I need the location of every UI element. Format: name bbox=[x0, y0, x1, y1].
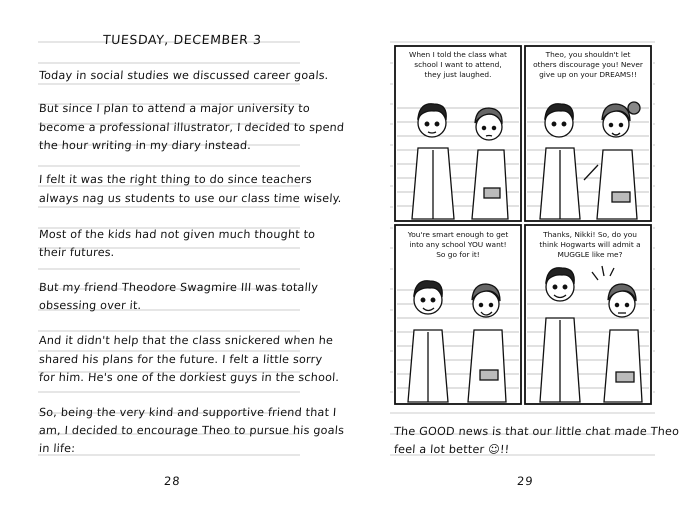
speech-bubble-3 bbox=[400, 230, 516, 260]
diary-line: The GOOD news is that our little chat made Theo bbox=[393, 425, 680, 438]
diary-line: So, being the very kind and supportive friend that I bbox=[38, 406, 337, 419]
speech-bubble-1 bbox=[403, 50, 513, 80]
speech-line: So go for it! bbox=[436, 250, 480, 259]
diary-line: Most of the kids had not given much thought to bbox=[38, 228, 316, 241]
diary-date: TUESDAY, DECEMBER 3 bbox=[102, 32, 263, 47]
speech-line: into any school YOU want! bbox=[409, 240, 507, 249]
diary-line: obsessing over it. bbox=[38, 299, 142, 312]
speech-line: Theo, you shouldn't let bbox=[545, 50, 631, 59]
speech-line: When I told the class what bbox=[409, 50, 507, 59]
diary-line: always nag us students to use our class time wisely. bbox=[38, 192, 343, 205]
diary-line: for him. He's one of the dorkiest guys in the school. bbox=[38, 371, 340, 384]
speech-line: MUGGLE like me? bbox=[557, 250, 623, 259]
diary-line: become a professional illustrator, I decided to spend bbox=[38, 121, 345, 134]
diary-line: shared his plans for the future. I felt a little sorry bbox=[38, 353, 323, 366]
diary-line: But since I plan to attend a major university to bbox=[38, 102, 311, 115]
right-page bbox=[348, 0, 695, 505]
speech-line: think Hogwarts will admit a bbox=[539, 240, 641, 249]
speech-line: Thanks, Nikki! So, do you bbox=[543, 230, 637, 239]
diary-line: But my friend Theodore Swagmire III was totally bbox=[38, 281, 319, 294]
diary-line: their futures. bbox=[38, 246, 116, 259]
diary-line: feel a lot better ☺!! bbox=[393, 443, 510, 456]
speech-line: they just laughed. bbox=[424, 70, 492, 79]
diary-line: am, I decided to encourage Theo to pursue his goals bbox=[38, 424, 345, 437]
diary-line: Today in social studies we discussed career goals. bbox=[38, 69, 330, 82]
speech-bubble-2 bbox=[528, 50, 648, 80]
diary-line: And it didn't help that the class snickered when he bbox=[38, 334, 334, 347]
diary-line: the hour writing in my diary instead. bbox=[38, 139, 252, 152]
speech-bubble-4 bbox=[532, 230, 648, 260]
page-number: 28 bbox=[163, 474, 182, 488]
page-number: 29 bbox=[516, 474, 535, 488]
speech-line: give up on your DREAMS!! bbox=[539, 70, 637, 79]
left-page bbox=[0, 0, 347, 505]
diary-line: I felt it was the right thing to do since teachers bbox=[38, 173, 313, 186]
diary-line: in life: bbox=[38, 442, 76, 455]
speech-line: school I want to attend, bbox=[414, 60, 502, 69]
speech-line: You're smart enough to get bbox=[407, 230, 509, 239]
speech-line: others discourage you! Never bbox=[533, 60, 643, 69]
